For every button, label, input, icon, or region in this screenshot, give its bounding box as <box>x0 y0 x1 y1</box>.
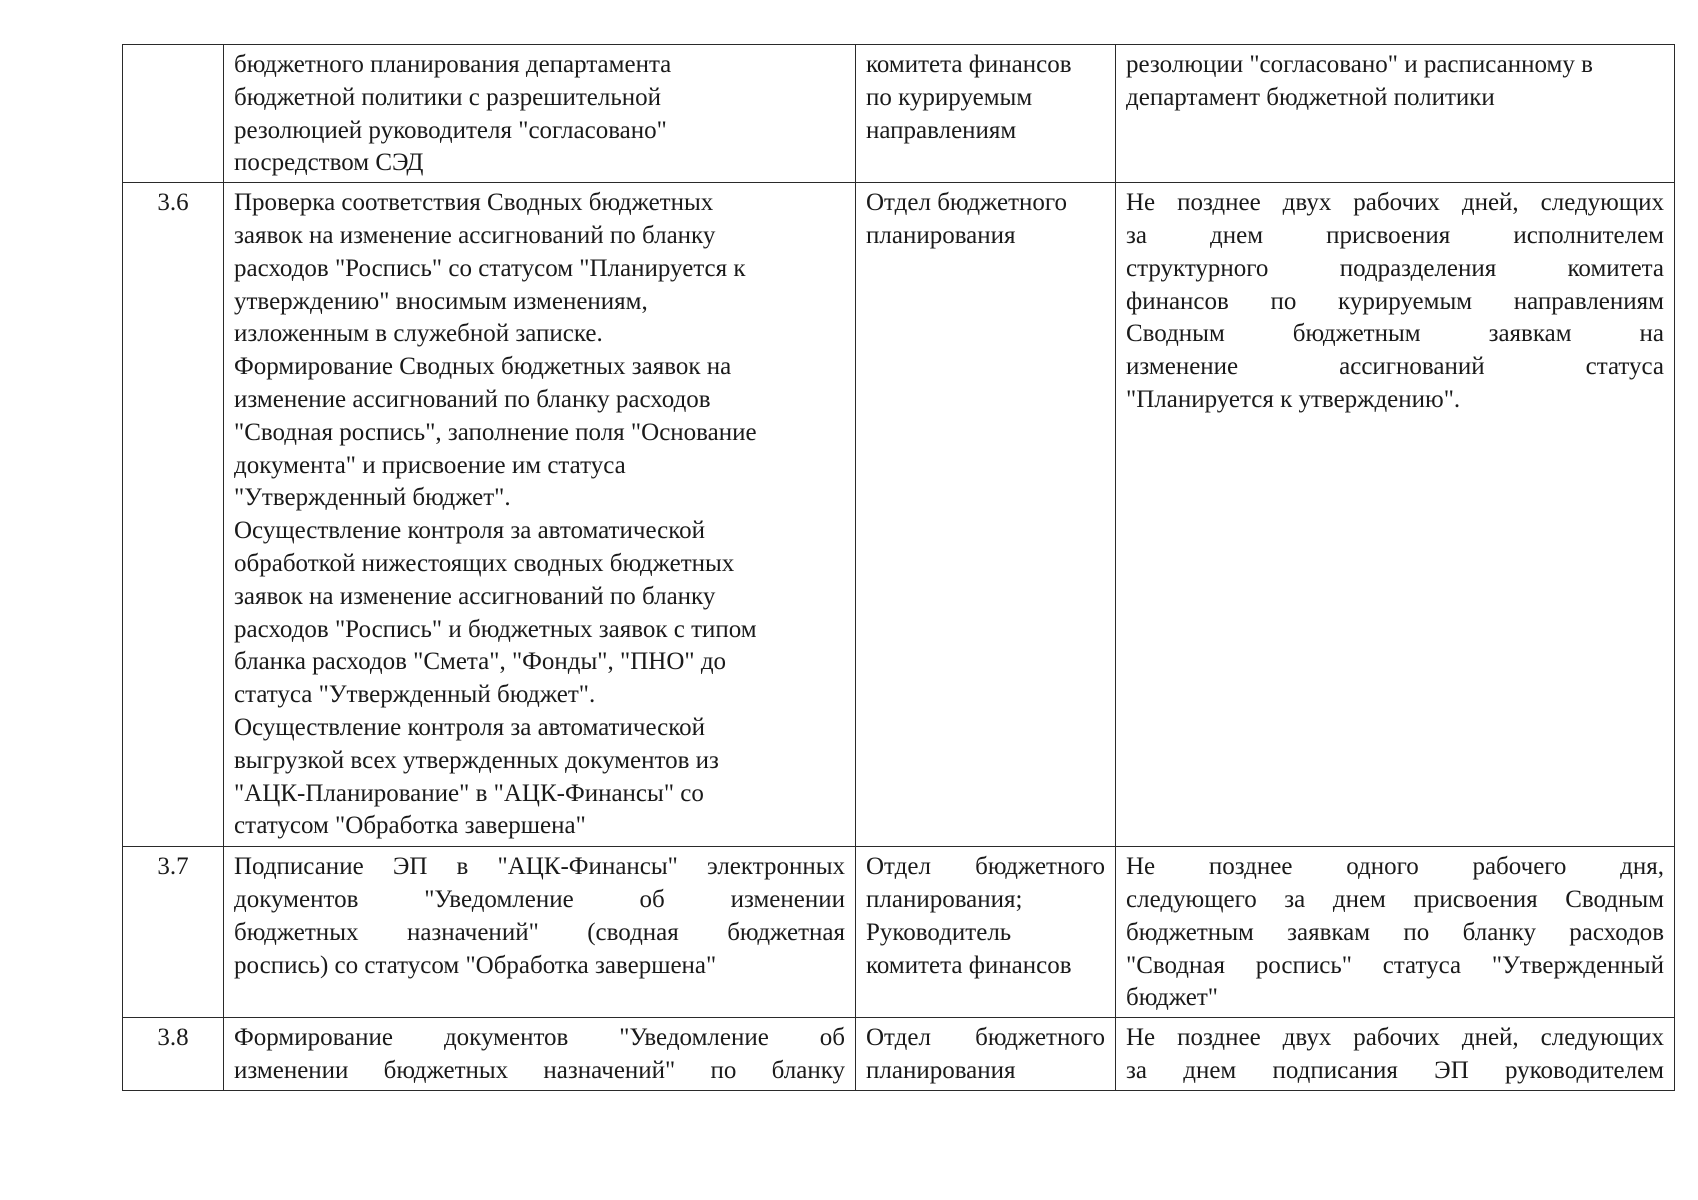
action-line: роспись) со статусом "Обработка завершена" <box>234 951 717 979</box>
term-line: Сводным бюджетным заявкам на <box>1126 320 1664 348</box>
term-line: за днем присвоения исполнителем <box>1126 221 1664 249</box>
action-line: "Сводная роспись", заполнение поля "Основание <box>234 418 757 446</box>
action-line: Формирование Сводных бюджетных заявок на <box>234 353 732 381</box>
action-line: изменение ассигнований по бланку расходов <box>234 385 711 413</box>
action-line: расходов "Роспись" и бюджетных заявок с типом <box>234 615 757 643</box>
table-row <box>123 1018 1675 1091</box>
table-row <box>123 45 1675 183</box>
executor-line: Отдел бюджетного <box>866 1024 1105 1052</box>
row-number: 3.6 <box>123 183 224 847</box>
action-line: выгрузкой всех утвержденных документов из <box>234 746 719 774</box>
action-cell <box>224 847 856 1018</box>
action-line: бюджетных назначений" (сводная бюджетная <box>234 918 845 946</box>
action-line: утверждению" вносимым изменениям, <box>234 287 648 315</box>
term-line: бюджет" <box>1126 984 1219 1012</box>
term-line: департамент бюджетной политики <box>1126 83 1495 111</box>
executor-line: планирования <box>866 221 1016 249</box>
action-cell <box>224 45 856 183</box>
term-line: структурного подразделения комитета <box>1126 254 1664 282</box>
action-line: "АЦК-Планирование" в "АЦК-Финансы" со <box>234 779 704 807</box>
executor-cell <box>856 45 1116 183</box>
action-line: Осуществление контроля за автоматической <box>234 713 706 741</box>
table-row <box>123 847 1675 1018</box>
action-line: бюджетного планирования департамента <box>234 51 672 78</box>
row-number <box>123 45 224 183</box>
executor-line: Руководитель <box>866 918 1012 946</box>
term-cell <box>1116 45 1675 183</box>
executor-line: Отдел бюджетного <box>866 189 1068 217</box>
action-line: Формирование документов "Уведомление об <box>234 1024 845 1052</box>
executor-cell <box>856 1018 1116 1091</box>
term-line: Не позднее одного рабочего дня, <box>1126 853 1664 881</box>
action-line: заявок на изменение ассигнований по бланку <box>234 582 716 610</box>
executor-line: планирования <box>866 1056 1016 1084</box>
executor-line: планирования; <box>866 885 1023 913</box>
table-row <box>123 183 1675 847</box>
executor-line: направлениям <box>866 116 1017 144</box>
action-line: обработкой нижестоящих сводных бюджетных <box>234 549 735 577</box>
action-line: статусом "Обработка завершена" <box>234 812 586 840</box>
term-line: "Планируется к утверждению". <box>1126 385 1461 413</box>
executor-line: комитета финансов <box>866 951 1072 979</box>
action-line: изменении бюджетных назначений" по бланку <box>234 1056 845 1084</box>
action-line: заявок на изменение ассигнований по бланку <box>234 221 716 249</box>
row-number: 3.8 <box>123 1018 224 1091</box>
action-line: бюджетной политики с разрешительной <box>234 83 662 111</box>
action-line: резолюцией руководителя "согласовано" <box>234 116 667 144</box>
action-cell <box>224 183 856 847</box>
action-line: изложенным в служебной записке. <box>234 320 603 348</box>
procedure-table <box>122 44 1675 1091</box>
term-line: финансов по курируемым направлениям <box>1126 287 1664 315</box>
action-line: расходов "Роспись" со статусом "Планируется к <box>234 254 746 282</box>
term-cell <box>1116 1018 1675 1091</box>
action-line: Подписание ЭП в "АЦК-Финансы" электронных <box>234 853 845 881</box>
executor-cell <box>856 183 1116 847</box>
action-line: статуса "Утвержденный бюджет". <box>234 681 596 709</box>
term-line: Не позднее двух рабочих дней, следующих <box>1126 189 1664 217</box>
term-cell <box>1116 847 1675 1018</box>
term-line: следующего за днем присвоения Сводным <box>1126 885 1664 913</box>
term-line: изменение ассигнований статуса <box>1126 353 1664 381</box>
term-line: "Сводная роспись" статуса "Утвержденный <box>1126 951 1664 979</box>
term-line: резолюции "согласовано" и расписанному в <box>1126 51 1593 78</box>
term-line: бюджетным заявкам по бланку расходов <box>1126 918 1664 946</box>
action-line: Проверка соответствия Сводных бюджетных <box>234 189 714 217</box>
executor-line: по курируемым <box>866 83 1033 111</box>
action-line: бланка расходов "Смета", "Фонды", "ПНО" до <box>234 648 727 676</box>
executor-line: комитета финансов <box>866 51 1072 78</box>
executor-cell <box>856 847 1116 1018</box>
executor-line: Отдел бюджетного <box>866 853 1105 881</box>
term-line: Не позднее двух рабочих дней, следующих <box>1126 1024 1664 1052</box>
action-line: документов "Уведомление об изменении <box>234 885 845 913</box>
action-line: документа" и присвоение им статуса <box>234 451 626 479</box>
term-line: за днем подписания ЭП руководителем <box>1126 1056 1664 1084</box>
term-cell <box>1116 183 1675 847</box>
row-number: 3.7 <box>123 847 224 1018</box>
action-cell <box>224 1018 856 1091</box>
action-line: Осуществление контроля за автоматической <box>234 517 706 545</box>
action-line: посредством СЭД <box>234 149 424 177</box>
action-line: "Утвержденный бюджет". <box>234 484 511 512</box>
